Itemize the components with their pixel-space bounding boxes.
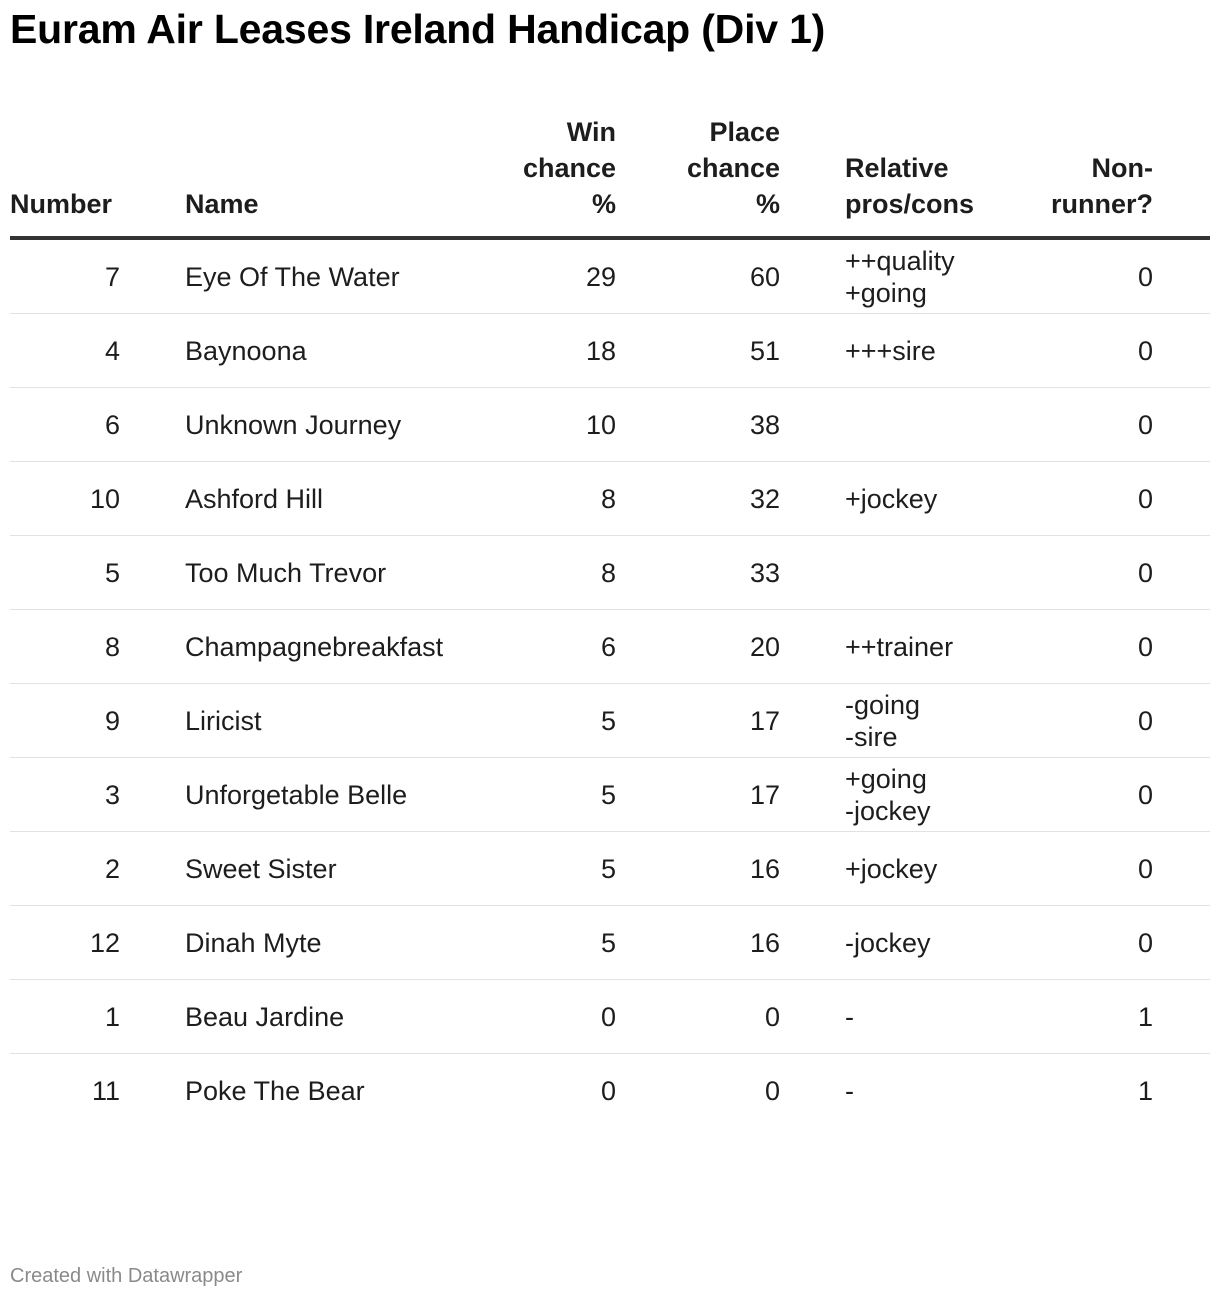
pros-cons-item: -going — [845, 689, 921, 720]
cell-spacer — [120, 314, 185, 388]
cell-number: 8 — [10, 610, 120, 684]
cell-spacer — [780, 684, 845, 758]
cell-name: Poke The Bear — [185, 1075, 365, 1106]
cell-spacer — [1153, 238, 1210, 314]
cell-place-chance: 33 — [616, 536, 780, 610]
table-row — [10, 610, 1210, 684]
pros-cons-item: +jockey — [845, 853, 938, 884]
cell-number: 1 — [10, 980, 120, 1054]
pros-cons-item: - — [845, 1075, 854, 1106]
table-row — [10, 906, 1210, 980]
cell-non-runner: 0 — [1020, 462, 1153, 536]
cell-spacer — [780, 462, 845, 536]
table-row — [10, 238, 1210, 314]
cell-name: Too Much Trevor — [185, 536, 491, 610]
cell-spacer — [120, 906, 185, 980]
cell-spacer — [120, 238, 185, 314]
credit-footer[interactable]: Created with Datawrapper — [10, 1265, 243, 1287]
cell-name: Baynoona — [185, 314, 491, 388]
cell-pros-cons — [845, 906, 1020, 980]
cell-pros-cons — [845, 388, 1020, 462]
pros-cons-item: +++sire — [845, 335, 936, 366]
cell-pros-cons — [845, 610, 1020, 684]
cell-pros-cons — [845, 1054, 1020, 1128]
cell-spacer — [1153, 1054, 1210, 1128]
cell-spacer — [780, 906, 845, 980]
cell-name: Liricist — [185, 684, 491, 758]
header-place-chance[interactable] — [616, 114, 780, 238]
pros-cons-item: ++trainer — [845, 631, 954, 662]
header-win-line-3: % — [591, 189, 616, 219]
pros-cons-item: +going — [845, 277, 927, 308]
table-header-row — [10, 114, 1210, 238]
cell-pros-cons — [845, 758, 1020, 832]
pros-cons-item: -jockey — [845, 795, 931, 826]
cell-place-chance: 16 — [616, 906, 780, 980]
header-number[interactable]: Number — [10, 114, 120, 238]
pros-cons-item: +jockey — [845, 483, 938, 514]
cell-pros-cons — [845, 238, 1020, 314]
cell-pros-cons — [845, 980, 1020, 1054]
cell-spacer — [780, 314, 845, 388]
cell-win-chance: 8 — [491, 536, 616, 610]
header-win-chance[interactable] — [491, 114, 616, 238]
table-row — [10, 314, 1210, 388]
table-row — [10, 536, 1210, 610]
cell-number: 6 — [10, 388, 120, 462]
cell-number: 3 — [10, 758, 120, 832]
cell-non-runner: 0 — [1020, 758, 1153, 832]
cell-spacer — [1153, 536, 1210, 610]
header-spacer — [1153, 114, 1210, 238]
pros-cons-item: ++quality — [845, 245, 955, 276]
cell-pros-cons — [845, 536, 1020, 610]
cell-place-chance: 60 — [616, 238, 780, 314]
cell-spacer — [120, 610, 185, 684]
pros-cons-item: -jockey — [845, 927, 931, 958]
header-pros-line-1: Relative — [845, 153, 949, 183]
pros-cons-item: +going — [845, 763, 927, 794]
cell-spacer — [120, 462, 185, 536]
table-body — [10, 238, 1210, 1127]
header-nr-line-2: runner? — [1050, 189, 1153, 219]
cell-spacer — [1153, 832, 1210, 906]
cell-number: 10 — [10, 462, 120, 536]
table-row — [10, 462, 1210, 536]
cell-win-chance: 5 — [491, 906, 616, 980]
header-nr-line-1: Non- — [1091, 153, 1153, 183]
cell-spacer — [780, 832, 845, 906]
cell-non-runner: 1 — [1137, 1075, 1153, 1106]
cell-non-runner: 0 — [1020, 832, 1153, 906]
cell-number: 12 — [10, 906, 120, 980]
cell-win-chance: 5 — [491, 832, 616, 906]
cell-spacer — [1153, 314, 1210, 388]
cell-name: Unforgetable Belle — [185, 758, 491, 832]
pros-cons-item: - — [845, 1001, 854, 1032]
header-pros-line-2: pros/cons — [845, 189, 975, 219]
table-row — [10, 832, 1210, 906]
cell-place-chance: 16 — [616, 832, 780, 906]
cell-place-chance: 32 — [616, 462, 780, 536]
cell-name: Unknown Journey — [185, 388, 491, 462]
cell-win-chance: 5 — [491, 758, 616, 832]
cell-name: Beau Jardine — [185, 980, 491, 1054]
cell-non-runner: 0 — [1020, 906, 1153, 980]
header-place-line-3: % — [755, 189, 780, 219]
header-spacer — [120, 114, 185, 238]
header-place-line-1: Place — [709, 117, 780, 147]
cell-non-runner: 0 — [1020, 684, 1153, 758]
cell-spacer — [780, 1054, 845, 1128]
header-name[interactable]: Name — [185, 114, 491, 238]
cell-spacer — [1153, 906, 1210, 980]
cell-spacer — [1153, 610, 1210, 684]
cell-win-chance: 18 — [491, 314, 616, 388]
cell-pros-cons — [845, 314, 1020, 388]
cell-name: Eye Of The Water — [185, 238, 491, 314]
cell-number: 4 — [10, 314, 120, 388]
cell-spacer — [120, 758, 185, 832]
pros-cons-item: -sire — [845, 721, 898, 752]
cell-spacer — [780, 980, 845, 1054]
cell-non-runner: 0 — [1020, 314, 1153, 388]
header-win-line-1: Win — [566, 117, 616, 147]
cell-spacer — [780, 238, 845, 314]
cell-pros-cons — [845, 684, 1020, 758]
cell-spacer — [780, 388, 845, 462]
cell-spacer — [1153, 388, 1210, 462]
cell-spacer — [120, 832, 185, 906]
table-row — [10, 758, 1210, 832]
header-place-line-2: chance — [686, 153, 780, 183]
cell-non-runner: 0 — [1020, 610, 1153, 684]
cell-spacer — [1153, 758, 1210, 832]
results-table — [10, 114, 1210, 1127]
cell-spacer — [780, 758, 845, 832]
header-pros-cons[interactable] — [845, 114, 1020, 238]
cell-spacer — [1153, 684, 1210, 758]
table-row — [10, 684, 1210, 758]
table-row — [10, 388, 1210, 462]
cell-name: Champagnebreakfast — [185, 610, 491, 684]
table-row — [10, 1054, 1210, 1128]
cell-spacer — [120, 980, 185, 1054]
table-row — [10, 980, 1210, 1054]
cell-number: 11 — [91, 1075, 120, 1106]
cell-spacer — [120, 1054, 185, 1128]
cell-win-chance: 8 — [491, 462, 616, 536]
cell-spacer — [1153, 980, 1210, 1054]
chart-title: Euram Air Leases Ireland Handicap (Div 1) — [10, 6, 826, 52]
cell-non-runner: 0 — [1020, 388, 1153, 462]
cell-place-chance: 17 — [616, 684, 780, 758]
cell-number: 9 — [10, 684, 120, 758]
cell-number: 5 — [10, 536, 120, 610]
cell-place-chance: 38 — [616, 388, 780, 462]
cell-non-runner: 0 — [1020, 238, 1153, 314]
cell-win-chance: 0 — [491, 980, 616, 1054]
cell-win-chance: 6 — [491, 610, 616, 684]
cell-spacer — [780, 536, 845, 610]
header-non-runner[interactable] — [1020, 114, 1153, 238]
cell-place-chance: 17 — [616, 758, 780, 832]
cell-place-chance: 0 — [764, 1075, 780, 1106]
cell-name: Dinah Myte — [185, 906, 491, 980]
cell-number: 7 — [10, 238, 120, 314]
cell-name: Sweet Sister — [185, 832, 491, 906]
cell-pros-cons — [845, 462, 1020, 536]
cell-win-chance: 5 — [491, 684, 616, 758]
cell-spacer — [1153, 462, 1210, 536]
cell-win-chance: 29 — [491, 238, 616, 314]
cell-name: Ashford Hill — [185, 462, 491, 536]
cell-non-runner: 1 — [1020, 980, 1153, 1054]
cell-place-chance: 20 — [616, 610, 780, 684]
cell-place-chance: 51 — [616, 314, 780, 388]
cell-spacer — [780, 610, 845, 684]
cell-win-chance: 0 — [600, 1075, 616, 1106]
cell-win-chance: 10 — [491, 388, 616, 462]
cell-pros-cons — [845, 832, 1020, 906]
cell-spacer — [120, 388, 185, 462]
cell-place-chance: 0 — [616, 980, 780, 1054]
cell-non-runner: 0 — [1020, 536, 1153, 610]
cell-spacer — [120, 684, 185, 758]
cell-spacer — [120, 536, 185, 610]
header-spacer — [780, 114, 845, 238]
header-win-line-2: chance — [522, 153, 616, 183]
cell-number: 2 — [10, 832, 120, 906]
